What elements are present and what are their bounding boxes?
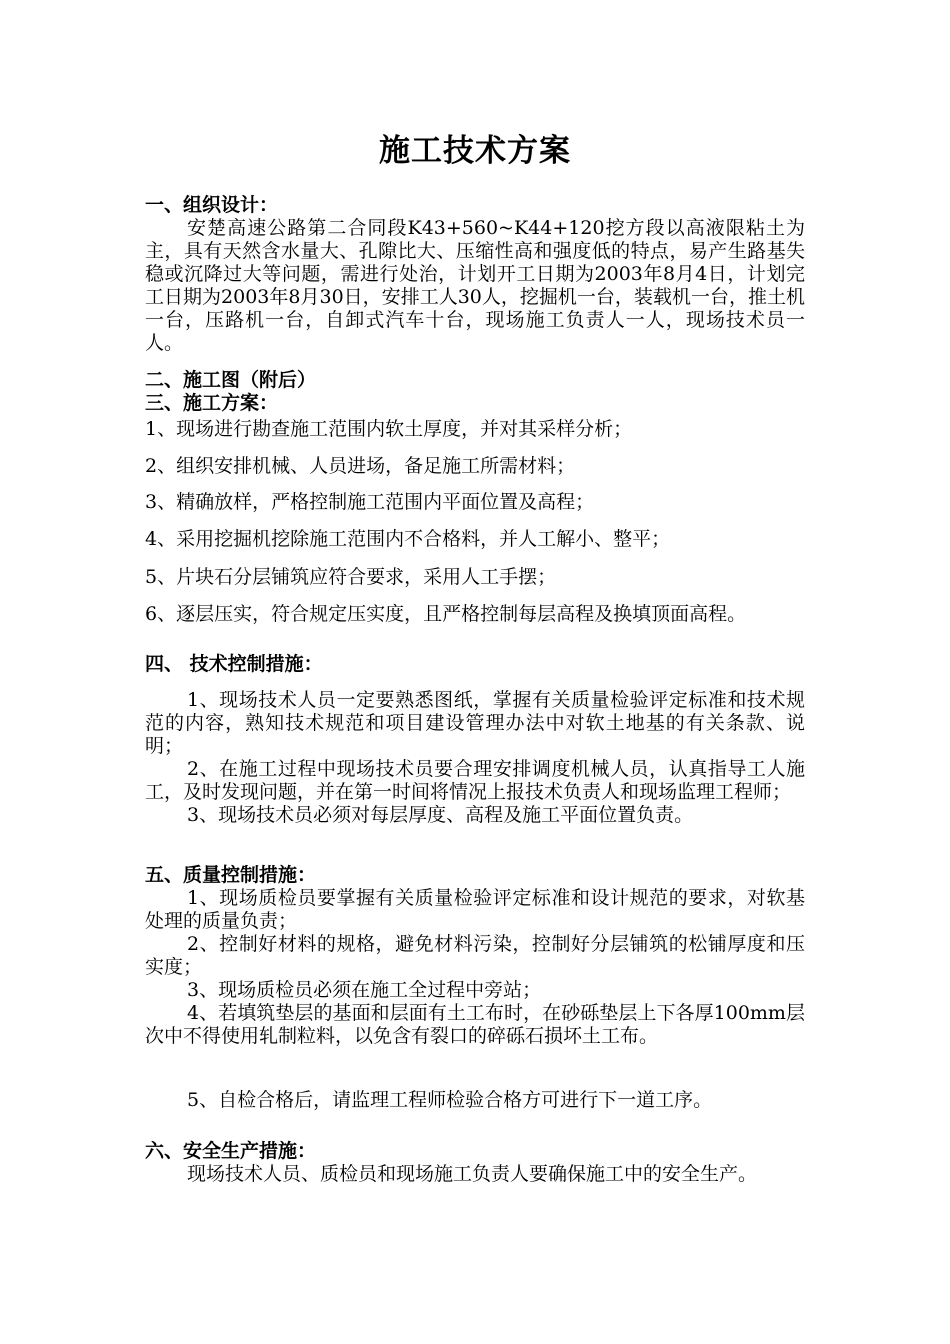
section-organization xyxy=(145,194,805,355)
section-technical-control xyxy=(145,653,805,676)
list-item: 1、现场质检员要掌握有关质量检验评定标准和设计规范的要求，对软基处理的质量负责； xyxy=(145,887,805,932)
section-quality-control xyxy=(145,864,805,1048)
section-paragraph: 现场技术人员、质检员和现场施工负责人要确保施工中的安全生产。 xyxy=(187,1163,758,1185)
quality-control-final xyxy=(145,1089,805,1112)
plan-step: 6、逐层压实，符合规定压实度，且严格控制每层高程及换填顶面高程。 xyxy=(145,603,747,625)
plan-step: 5、片块石分层铺筑应符合要求，采用人工手摆； xyxy=(145,566,557,588)
section-heading: 四、 技术控制措施： xyxy=(145,653,323,675)
section-heading: 六、安全生产措施： xyxy=(145,1140,317,1162)
list-item: 5、自检合格后，请监理工程师检验合格方可进行下一道工序。 xyxy=(187,1089,713,1111)
document-title: 施工技术方案 xyxy=(379,133,571,169)
list-item: 1、现场技术人员一定要熟悉图纸，掌握有关质量检验评定标准和技术规范的内容，熟知技术规范和项目建设管理办法中对软土地基的有关条款、说明； xyxy=(145,689,805,757)
section-safety xyxy=(145,1140,805,1186)
plan-step: 2、组织安排机械、人员进场，备足施工所需材料； xyxy=(145,455,576,477)
section-construction-plan xyxy=(145,392,805,415)
list-item: 3、现场质检员必须在施工全过程中旁站； xyxy=(187,979,542,1001)
technical-control-items xyxy=(145,689,805,827)
plan-step: 3、精确放样，严格控制施工范围内平面位置及高程； xyxy=(145,491,595,513)
list-item: 2、在施工过程中现场技术员要合理安排调度机械人员，认真指导工人施工，及时发现问题，并在第一时间将情况上报技术负责人和现场监理工程师； xyxy=(145,758,805,803)
section-heading: 二、施工图（附后） xyxy=(145,369,317,391)
plan-step: 4、采用挖掘机挖除施工范围内不合格料，并人工解小、整平； xyxy=(145,528,671,550)
list-item: 3、现场技术员必须对每层厚度、高程及施工平面位置负责。 xyxy=(187,804,694,826)
section-heading: 五、质量控制措施： xyxy=(145,864,317,886)
section-drawings xyxy=(145,369,805,392)
list-item: 4、若填筑垫层的基面和层面有土工布时，在砂砾垫层上下各厚100mm层次中不得使用轧制粒料，以免含有裂口的碎砾石损坏土工布。 xyxy=(145,1002,805,1047)
list-item: 2、控制好材料的规格，避免材料污染，控制好分层铺筑的松铺厚度和压实度； xyxy=(145,933,805,978)
plan-step: 1、现场进行勘查施工范围内软土厚度，并对其采样分析； xyxy=(145,418,633,440)
section-heading: 三、施工方案： xyxy=(145,392,279,414)
section-paragraph: 安楚高速公路第二合同段K43+560~K44+120挖方段以高液限粘土为主，具有天然含水量大、孔隙比大、压缩性高和强度低的特点，易产生路基失稳或沉降过大等问题，需进行处治，计划开工日期为2003年8月4日，计划完工日期为2003年8月30日，安排工人30人，挖掘机一台，装载机一台，推土机一台，压路机一台，自卸式汽车十台，现场施工负责人一人，现场技术员一人。 xyxy=(145,217,805,354)
section-heading: 一、组织设计： xyxy=(145,194,279,216)
